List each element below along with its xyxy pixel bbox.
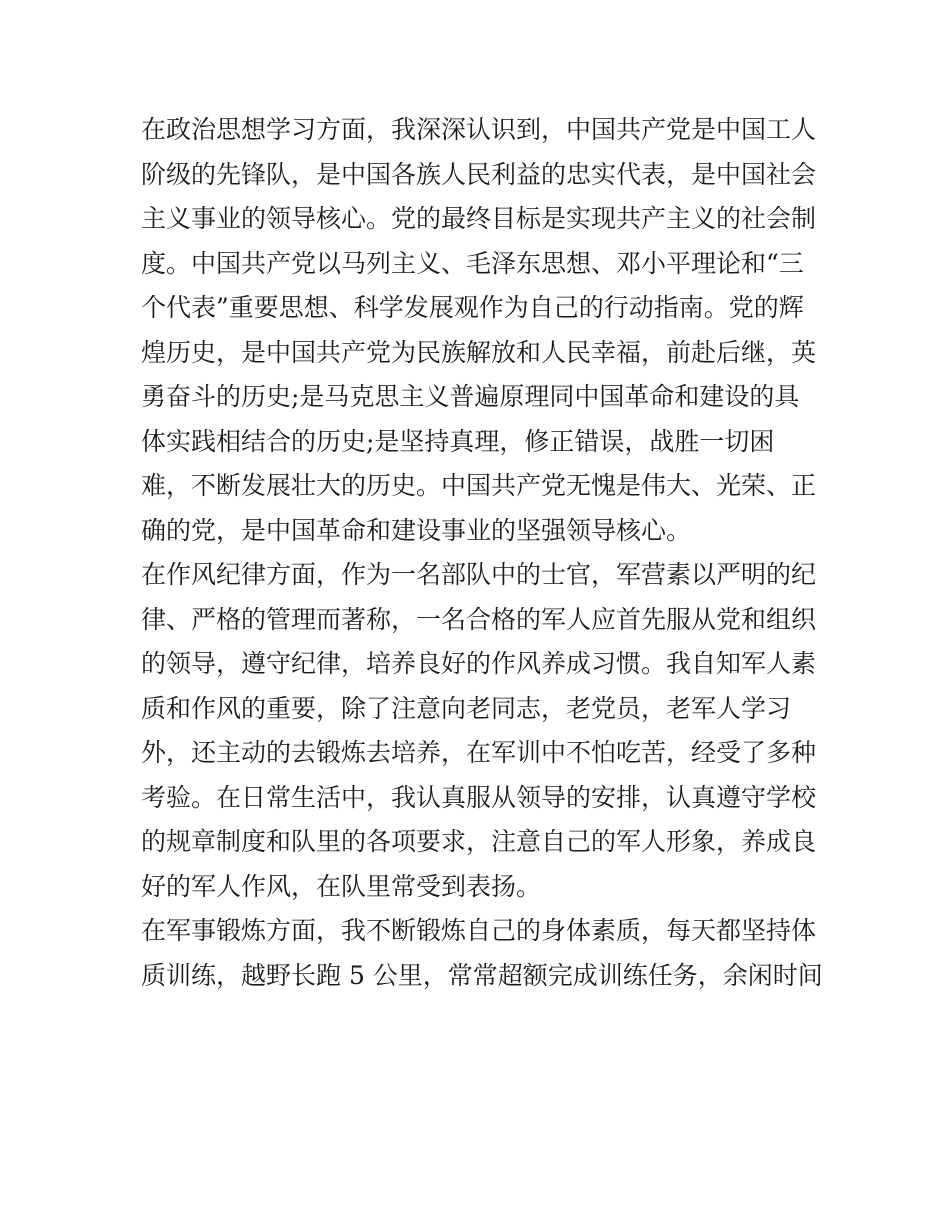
text-line: 确的党，是中国革命和建设事业的坚强领导核心。 [141, 515, 692, 545]
text-line: 质和作风的重要，除了注意向老同志，老党员，老军人学习 [141, 693, 792, 723]
text-line: 在政治思想学习方面，我深深认识到，中国共产党是中国工人 [141, 115, 817, 144]
text-line: 主义事业的领导核心。党的最终目标是实现共产主义的社会制 [141, 204, 817, 233]
text-line: 考验。在日常生活中，我认真服从领导的安排，认真遵守学校 [141, 782, 817, 812]
text-line: 勇奋斗的历史;是马克思主义普遍原理同中国革命和建设的具 [141, 382, 800, 411]
text-line: 外，还主动的去锻炼去培养，在军训中不怕吃苦，经受了多种 [141, 738, 817, 767]
text-line: 的规章制度和队里的各项要求，注意自己的军人形象，养成良 [141, 827, 817, 856]
paragraph-discipline [141, 553, 821, 909]
text-line: 体实践相结合的历史;是坚持真理，修正错误，战胜一切困 [141, 426, 775, 456]
text-line: 度。中国共产党以马列主义、毛泽东思想、邓小平理论和“三 [141, 248, 804, 278]
text-line: 阶级的先锋队，是中国各族人民利益的忠实代表，是中国社会 [141, 159, 817, 189]
text-line: 在军事锻炼方面，我不断锻炼自己的身体素质，每天都坚持体 [141, 916, 817, 945]
text-line: 难，不断发展壮大的历史。中国共产党无愧是伟大、光荣、正 [141, 471, 817, 500]
paragraph-military-training [141, 909, 821, 998]
text-line: 煌历史，是中国共产党为民族解放和人民幸福，前赴后继，英 [141, 337, 817, 367]
text-line: 的领导，遵守纪律，培养良好的作风养成习惯。我自知军人素 [141, 649, 817, 678]
text-line: 质训练，越野长跑 5 公里，常常超额完成训练任务，余闲时间 [141, 960, 823, 990]
text-line: 个代表”重要思想、科学发展观作为自己的行动指南。党的辉 [141, 293, 804, 322]
text-line: 好的军人作风，在队里常受到表扬。 [141, 871, 542, 901]
document-body [141, 108, 821, 998]
paragraph-political-study [141, 108, 821, 553]
text-line: 在作风纪律方面，作为一名部队中的士官，军营素以严明的纪 [141, 560, 817, 589]
text-line: 律、严格的管理而著称，一名合格的军人应首先服从党和组织 [141, 604, 817, 634]
